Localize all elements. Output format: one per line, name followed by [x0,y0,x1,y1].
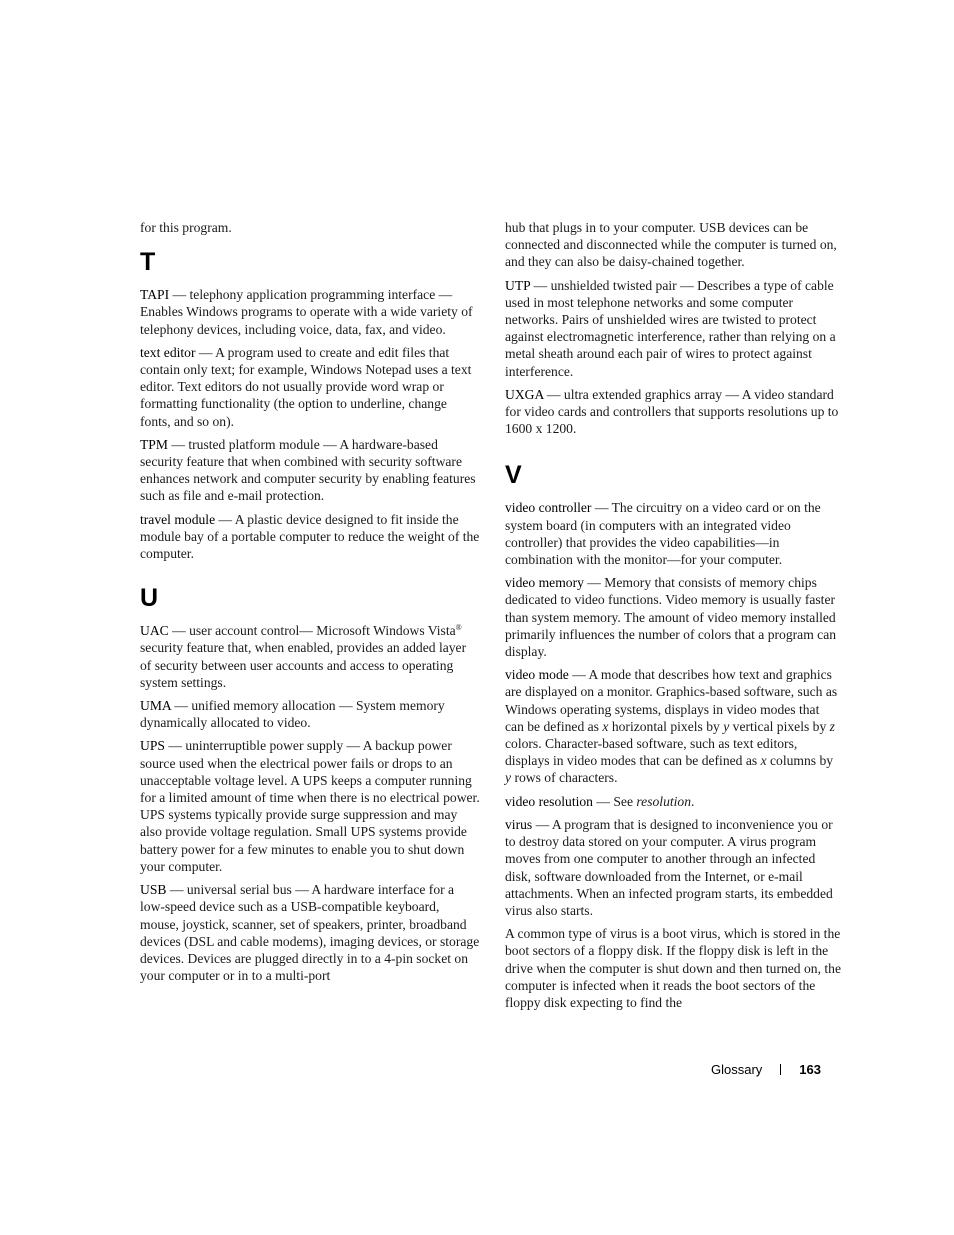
definition: colors. Character-based software, such as text editors, displays in video modes that can be defined as [505,736,798,769]
term: video memory [505,575,584,591]
definition: — user account control— Microsoft Windows Vista [168,623,456,639]
definition: — uninterruptible power supply — A backup power source used when the electrical power fails or drops to an unacceptable voltage level. A UPS keeps a computer running for a limited amount of time when there is no electrical power. UPS systems typically provide surge suppression and may also provide voltage regulation. Small UPS systems provide battery power for a few minutes to enable you to shut down your computer. [140,738,480,874]
term: UAC [140,623,169,639]
page-footer [711,1062,821,1077]
term: text editor [140,344,196,360]
definition: — A plastic device designed to fit inside the module bay of a portable computer to reduce the weight of the computer. [140,511,480,562]
term: UXGA [505,386,544,402]
variable: x [602,718,609,734]
section-letter-u: U [140,584,159,613]
glossary-entry-usb [140,881,480,984]
definition: — A program used to create and edit files that contain only text; for example, Windows Notepad uses a text editor. Text editors do not usually provide word wrap or formatting functionality (the option to underline, change fonts, and so on). [140,344,472,429]
definition: — Memory that consists of memory chips dedicated to video functions. Video memory is usually faster than system memory. The amount of video memory installed primarily influences the number of colors that a program can display. [505,575,837,660]
variable: x [760,753,767,769]
term: TAPI [140,287,170,303]
glossary-entry-ups [140,737,480,875]
glossary-entry-text-editor [140,344,480,430]
definition: — ultra extended graphics array — A video standard for video cards and controllers that supports resolutions up to 1600 x 1200. [505,386,839,437]
term: video mode [505,667,569,683]
variable: y [505,770,512,786]
definition: horizontal pixels by [608,718,724,734]
term: travel module [140,511,216,527]
boot-virus-paragraph: A common type of virus is a boot virus, which is stored in the boot sectors of a floppy disk. If the floppy disk is left in the drive when the computer is shut down and then turned on, the computer is infected when it reads the boot sectors of the floppy disk expecting to find the [505,926,841,1010]
glossary-entry-uma [140,697,480,731]
glossary-entry-virus [505,816,841,919]
definition: — unified memory allocation — System memory dynamically allocated to video. [140,698,445,731]
glossary-entry-video-mode [505,666,841,786]
glossary-entry-tapi [140,286,480,338]
definition: rows of characters. [511,770,618,786]
footer-divider [780,1064,781,1075]
right-column [505,219,841,1017]
term: UTP [505,277,531,293]
variable: y [723,718,730,734]
page-number: 163 [799,1062,821,1077]
glossary-entry-uac [140,622,480,691]
definition: — A program that is designed to inconvenience you or to destroy data stored on your computer. A virus program moves from one computer to another through an infected disk, software downloaded from the Internet, or e-mail attachments. When an infected program starts, its embedded virus also starts. [505,816,833,918]
definition: security feature that, when enabled, provides an added layer of security between user accounts and access to operating system settings. [140,640,467,690]
left-column [140,219,480,990]
term: video controller [505,500,592,516]
term: UPS [140,738,165,754]
glossary-entry-video-resolution [505,793,841,810]
definition: — telephony application programming interface — Enables Windows programs to operate with a wide variety of telephony devices, including voice, data, fax, and video. [140,287,473,337]
glossary-entry-travel-module [140,511,480,563]
term: TPM [140,436,168,452]
term: video resolution [505,793,593,809]
definition: — unshielded twisted pair — Describes a type of cable used in most telephone networks and some computer networks. Pairs of unshielded wires are twisted to protect against electromagnetic interference, rather than relying on a metal sheath around each pair of wires to protect against interference. [505,277,836,379]
definition: — The circuitry on a video card or on the system board (in computers with an integrated video controller) that provides the video capabilities—in combination with the monitor—for your computer. [505,500,821,568]
glossary-entry-utp [505,277,841,380]
glossary-entry-tpm [140,436,480,505]
glossary-entry-video-memory [505,574,841,660]
section-letter-t: T [140,248,156,277]
section-letter-v: V [505,461,522,490]
glossary-entry-video-controller [505,499,841,568]
variable: z [829,718,835,734]
continued-text: hub that plugs in to your computer. USB devices can be connected and disconnected while the computer is turned on, and they can also be daisy-chained together. [505,220,837,270]
term: virus [505,816,533,832]
footer-section-label: Glossary [711,1062,763,1077]
definition: columns by [766,753,834,769]
definition: — trusted platform module — A hardware-based security feature that when combined with security software enhances network and computer security by enabling features such as file and e-mail protection. [140,436,476,504]
definition: — universal serial bus — A hardware interface for a low-speed device such as a USB-compatible keyboard, mouse, joystick, scanner, set of speakers, printer, broadband devices (DSL and cable modems), imaging devices, or storage devices. Devices are plugged directly in to a 4-pin socket on your computer or in to a multi-port [140,882,480,984]
definition: — See [592,793,637,809]
definition: vertical pixels by [729,718,830,734]
definition: . [691,793,695,809]
definition: — A mode that describes how text and graphics are displayed on a monitor. Graphics-based software, such as Windows operating systems, displays in video modes that can be defined as [505,667,838,734]
term: UMA [140,698,171,714]
intro-text: for this program. [140,220,232,235]
cross-reference: resolution [636,793,692,809]
glossary-entry-uxga [505,386,841,438]
term: USB [140,882,167,898]
registered-mark: ® [455,623,462,633]
